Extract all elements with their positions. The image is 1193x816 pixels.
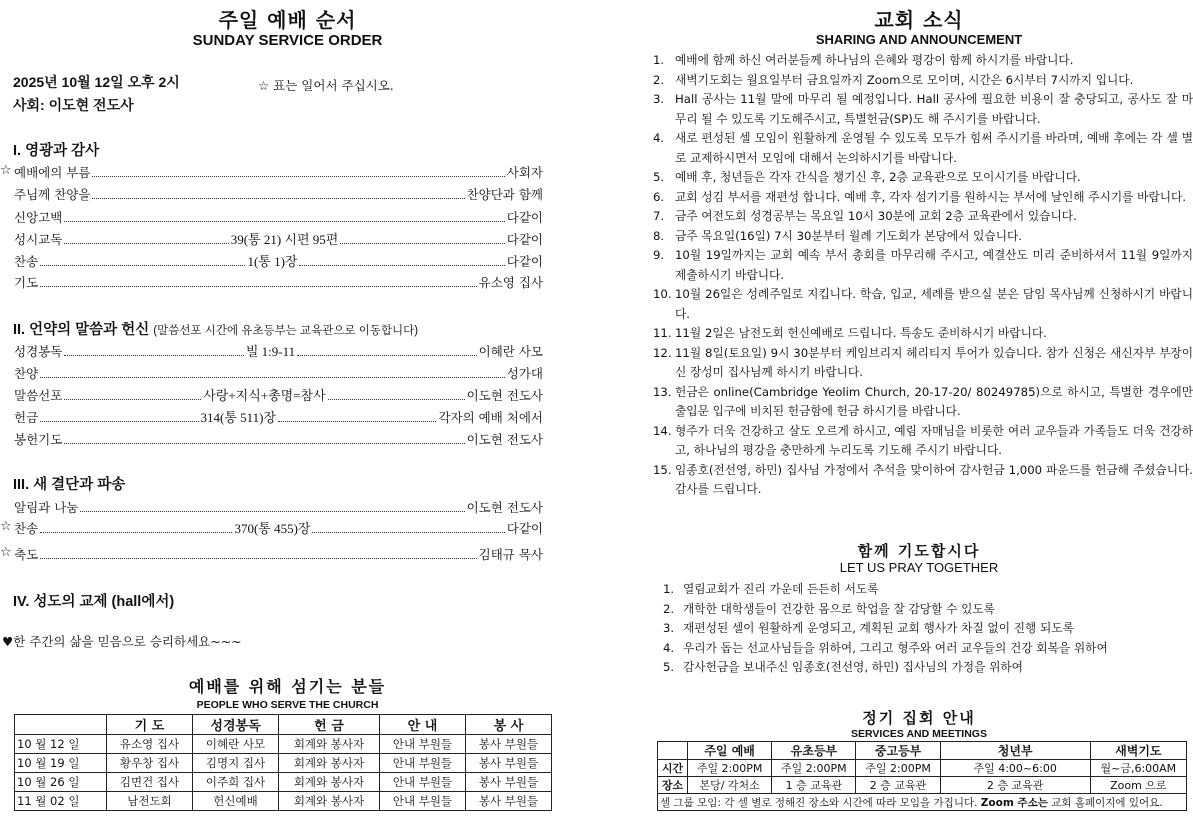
list-item [653,51,1193,71]
list-item-number: 1. [663,582,675,596]
list-item [653,285,1193,324]
serve-subtitle: PEOPLE WHO SERVE THE CHURCH [196,699,379,711]
star-icon: ☆ [0,519,12,534]
table-header: 중고등부 [856,742,940,760]
table-row [658,777,1187,794]
table-header: 새벽기도 [1090,742,1186,760]
list-item-text: 금주 목요일(16일) 7시 30분부터 월례 기도회가 본당에서 있습니다. [675,228,1022,243]
page-title: 주일 예배 순서 [218,8,357,32]
order-item: 축도 김태규 목사 [14,547,543,562]
table-cell: 회계와 봉사자 [279,735,380,754]
list-item-text: 개학한 대학생들이 건강한 몸으로 학업을 잘 감당할 수 있도록 [683,601,995,616]
list-item-text: 새로 편성된 셀 모임이 원활하게 운영될 수 있도록 모두가 힘써 주시기를 바라며, 예배 후에는 각 셀 별로 교제하시면서 모임에 대해서 논의하시기를 바랍니다. [675,131,1193,165]
table-row [15,735,552,754]
table-cell: 주일 4:00~6:00 [940,760,1090,777]
list-item-number: 10. [653,287,672,301]
table-cell: 황우창 집사 [107,754,193,773]
table-header [15,715,107,735]
table-cell: 봉사 부원들 [465,754,551,773]
section-heading: IV. 성도의 교제 (hall에서) [13,594,175,610]
list-item-text: 10월 26일은 성례주일로 지킵니다. 학습, 입교, 세례를 받으실 분은 담임 목사님께 신청하시기 바랍니다. [675,287,1193,321]
table-header: 유초등부 [772,742,856,760]
star-icon: ☆ [0,163,12,178]
list-item [653,227,1193,247]
table-row [658,760,1187,777]
section-heading: III. 새 결단과 파송 [13,477,126,493]
meetings-note: 셀 그룹 모임: 각 셀 별로 정해진 장소와 시간에 따라 모임을 가집니다. Zoom 주소는 교회 홈페이지에 있어요. [658,794,1187,811]
list-item-number: 15. [653,462,672,477]
table-cell: 회계와 봉사자 [279,773,380,792]
list-item [653,168,1193,188]
list-item-text: 우리가 돕는 선교사님들을 위하여, 그리고 형주와 여러 교우들의 건강 회복을 위하여 [683,640,1108,655]
table-cell: 2 층 교육관 [856,777,940,794]
table-cell: 남전도회 [107,792,193,811]
meetings-title: 정기 집회 안내 [862,709,976,727]
table-header-row [15,715,552,735]
section-heading: I. 영광과 감사 [13,143,100,159]
table-cell: 11 월 02 일 [15,792,107,811]
list-item [653,188,1193,208]
table-cell: 본당/ 각처소 [688,777,772,794]
table-row [658,794,1187,811]
list-item-text: 헌금은 online(Cambridge Yeolim Church, 20-17-20/ 80249785)으로 하시고, 특별한 경우에만 출입문 입구에 비치된 헌금함에 헌금 하시기를 바랍니다. [675,384,1193,418]
table-header: 주일 예배 [688,742,772,760]
table-cell: 회계와 봉사자 [279,754,380,773]
list-item [653,90,1193,129]
order-item: 예배에의 부름 사회자 [14,165,543,180]
list-item-text: 11월 2일은 남전도회 헌신예배로 드립니다. 특송도 준비하시기 바랍니다. [675,326,1047,340]
order-item: 찬양 성가대 [14,366,543,381]
table-cell: 10 월 19 일 [15,754,107,773]
prayer-title: 함께 기도합시다 [857,542,981,560]
list-item-text: 10월 19일까지는 교회 예속 부서 총회를 마무리해 주시고, 예결산도 미리 준비하셔서 11월 9일까지 제출하시기 바랍니다. [675,248,1193,282]
prayer-list [663,580,1183,678]
list-item [653,422,1193,461]
table-cell: 주일 2:00PM [688,760,772,777]
table-cell: 시간 [658,760,688,777]
list-item-number: 2. [663,601,675,616]
list-item-text: 감사헌금을 보내주신 임종호(전선영, 하민) 집사님의 가정을 위하여 [683,660,1023,674]
fellowship-note: ♥한 주간의 삶을 믿음으로 승리하세요~~~ [2,634,242,649]
star-icon: ☆ [0,545,12,560]
list-item-number: 14. [653,423,672,438]
list-item [663,600,1183,620]
list-item-number: 4. [653,131,665,145]
meetings-subtitle: SERVICES AND MEETINGS [851,728,987,740]
list-item [653,383,1193,422]
table-cell: 유소영 집사 [107,735,193,754]
list-item-number: 7. [653,209,665,223]
list-item-number: 6. [653,189,665,204]
list-item-text: 예배 후, 청년들은 각자 간식을 챙기신 후, 2층 교육관으로 모이시기를 바랍니다. [675,170,1081,184]
table-row [15,792,552,811]
table-cell: 안내 부원들 [379,735,465,754]
order-item: 헌금 314(통 511)장 각자의 예배 처에서 [14,410,544,425]
table-cell: 장소 [658,777,688,794]
table-cell: 헌신예배 [193,792,279,811]
prayer-subtitle: LET US PRAY TOGETHER [839,560,999,575]
list-item [663,639,1183,659]
table-cell: 1 층 교육관 [772,777,856,794]
list-item [653,71,1193,91]
list-item-text: 재편성된 셀이 원활하게 운영되고, 계획된 교회 행사가 차질 없이 진행 되도록 [683,621,1074,635]
list-item-number: 4. [663,640,675,655]
announcement-title: 교회 소식 [874,8,964,32]
list-item [653,344,1193,383]
order-item: 알림과 나눔 이도현 전도사 [14,500,543,515]
list-item-number: 13. [653,384,672,399]
table-cell: 주일 2:00PM [856,760,940,777]
list-item-number: 9. [653,248,665,262]
table-cell: Zoom 으로 [1090,777,1186,794]
list-item [663,619,1183,639]
list-item-text: 임종호(전선영, 하민) 집사님 가정에서 추석을 맞이하여 감사헌금 1,000 파운드를 헌금해 주셨습니다. 감사를 드립니다. [675,462,1193,496]
list-item [653,461,1193,500]
table-cell: 안내 부원들 [379,754,465,773]
list-item-text: 교회 성김 부서를 재편성 합니다. 예배 후, 각자 섬기기를 원하시는 부서에 날인해 주시기를 바랍니다. [675,189,1187,204]
table-cell: 김면건 집사 [107,773,193,792]
table-header: 봉 사 [465,715,551,735]
announcement-column [645,0,1193,816]
order-item: 신앙고백 다같이 [14,210,543,225]
list-item-number: 3. [663,621,675,635]
table-cell: 10 월 12 일 [15,735,107,754]
list-item [653,129,1193,168]
table-header: 헌 금 [279,715,380,735]
list-item-text: 예배에 함께 하신 여러분들께 하나님의 은혜와 평강이 함께 하시기를 바랍니다. [675,53,1074,67]
order-item: 성경봉독 빌 1:9-11 이혜란 사모 [14,344,544,359]
table-header [658,742,688,760]
list-item-number: 12. [653,345,672,360]
order-item: 찬송 1(통 1)장 다같이 [14,254,544,269]
list-item [663,580,1183,600]
page-subtitle: SUNDAY SERVICE ORDER [192,32,383,49]
order-item: 성시교독 39(통 21) 시편 95편 다같이 [14,232,543,247]
table-cell: 이혜란 사모 [193,735,279,754]
meetings-table [657,741,1187,811]
table-cell: 안내 부원들 [379,773,465,792]
list-item-number: 3. [653,92,665,106]
list-item-text: 금주 여전도회 성경공부는 목요일 10시 30분에 교회 2층 교육관에서 있습니다. [675,209,1077,223]
table-header: 성경봉독 [193,715,279,735]
list-item [663,658,1183,678]
order-item: 주님께 찬양을 찬양단과 함께 [14,187,543,202]
table-row [15,773,552,792]
table-cell: 봉사 부원들 [465,773,551,792]
table-header: 안 내 [379,715,465,735]
list-item-text: 형주가 더욱 건강하고 살도 오르게 하시고, 예림 자매님을 비롯한 여러 교우들과 가족들도 더욱 건강하고, 하나님의 평강을 충만하게 누리도록 기도해 주시기 바랍니다. [675,423,1193,457]
table-row [15,754,552,773]
table-cell: 2 층 교육관 [940,777,1090,794]
stand-note: ☆ 표는 일어서 주십시오. [258,78,394,93]
announcement-subtitle: SHARING AND ANNOUNCEMENT [815,32,1023,47]
table-cell: 김명지 집사 [193,754,279,773]
list-item-number: 8. [653,228,665,243]
list-item-number: 5. [663,660,675,674]
section-heading: II. 언약의 말씀과 헌신 (말씀선포 시간에 유초등부는 교육관으로 이동합니다) [13,322,419,338]
table-cell: 봉사 부원들 [465,792,551,811]
table-cell: 안내 부원들 [379,792,465,811]
table-cell: 회계와 봉사자 [279,792,380,811]
table-cell: 이주희 집사 [193,773,279,792]
list-item-text: 11월 8일(토요일) 9시 30분부터 케임브리지 헤리티지 투어가 있습니다. 참가 신청은 새신자부 부장이신 장성미 집사님께 하시기 바랍니다. [675,345,1193,379]
list-item [653,207,1193,227]
serve-title: 예배를 위해 섬기는 분들 [188,677,387,696]
list-item [653,246,1193,285]
service-date: 2025년 10월 12일 오후 2시 [13,74,180,90]
table-header: 청년부 [940,742,1090,760]
list-item-text: 열림교회가 진리 가운데 든든히 서도록 [683,582,879,596]
list-item [653,324,1193,344]
order-item: 말씀선포 사랑+지식+총명=참사 이도현 전도사 [14,388,543,403]
list-item-text: 새벽기도회는 월요일부터 금요일까지 Zoom으로 모이며, 시간은 6시부터 7시까지 입니다. [675,72,1134,87]
service-host: 사회: 이도현 전도사 [13,97,134,113]
table-header: 기 도 [107,715,193,735]
order-item: 봉헌기도 이도현 전도사 [14,432,543,447]
service-order-column [0,0,575,816]
list-item-text: Hall 공사는 11월 말에 마무리 될 예정입니다. Hall 공사에 필요한 비용이 잘 충당되고, 공사도 잘 마무리 될 수 있도록 기도해주시고, 특별헌금(SP)도 해 주시기를 바랍니다. [675,92,1193,126]
table-cell: 월~금,6:00AM [1090,760,1186,777]
list-item-number: 11. [653,326,672,340]
list-item-number: 5. [653,170,665,184]
table-cell: 봉사 부원들 [465,735,551,754]
list-item-number: 2. [653,72,665,87]
list-item-number: 1. [653,53,665,67]
table-cell: 10 월 26 일 [15,773,107,792]
order-item: 찬송 370(통 455)장 다같이 [14,521,544,536]
order-item: 기도 유소영 집사 [14,275,543,290]
serve-table [14,714,552,811]
table-header-row [658,742,1187,760]
table-cell: 주일 2:00PM [772,760,856,777]
announcement-list [653,51,1193,500]
